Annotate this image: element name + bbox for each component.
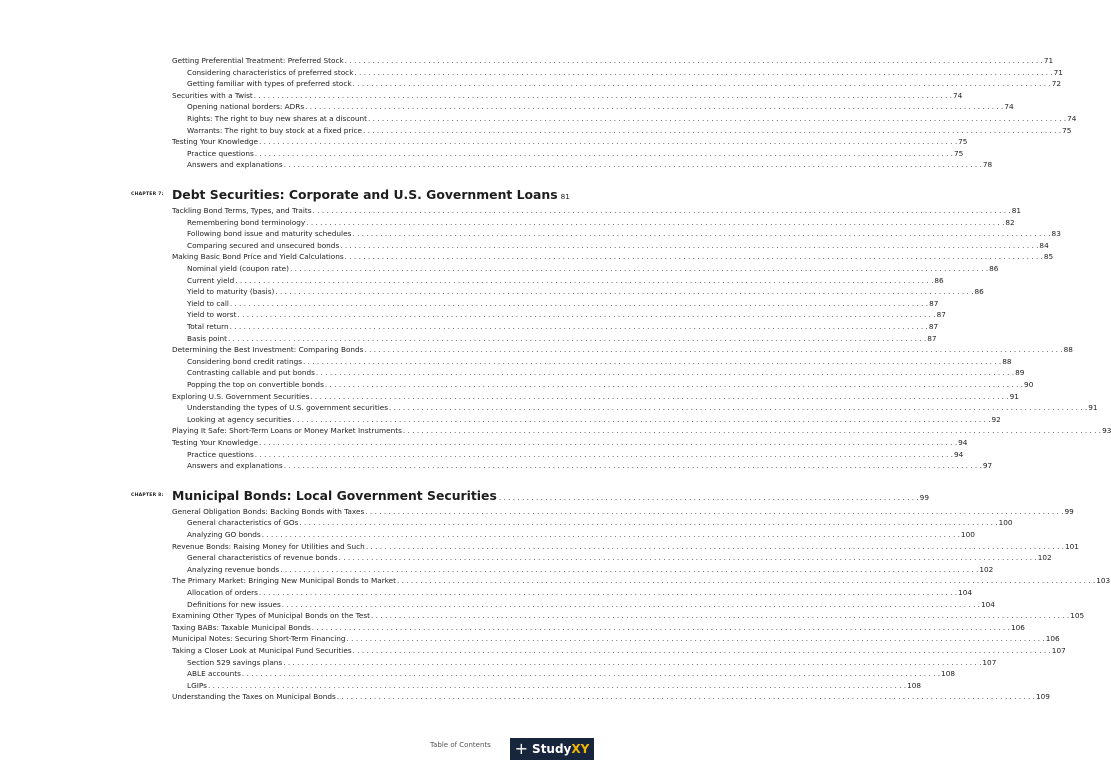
page-number: 74 — [1004, 102, 1014, 112]
toc-section-entry[interactable] — [172, 633, 1060, 644]
page-number: 102 — [1037, 553, 1052, 563]
leader-dots — [353, 78, 1051, 89]
page-number: 75 — [1062, 125, 1072, 135]
page-number: 87 — [928, 322, 939, 331]
page-number: 91 — [1009, 391, 1019, 401]
toc-subsection-entry[interactable] — [187, 517, 1013, 528]
page-number: 72 — [1051, 79, 1062, 89]
page-number: 109 — [1035, 692, 1050, 702]
entry-title: Popping the top on convertible bonds — [187, 380, 324, 389]
page-number: 94 — [953, 449, 964, 459]
entry-title: Contrasting callable and put bonds — [187, 368, 315, 378]
toc-subsection-entry[interactable] — [187, 460, 993, 471]
page-number: 81 — [1011, 206, 1022, 215]
leader-dots — [312, 622, 1010, 633]
entry-title: Taking a Closer Look at Municipal Fund Securities — [172, 646, 352, 655]
leader-dots — [313, 205, 1011, 216]
leader-dots — [310, 391, 1008, 402]
toc-subsection-entry[interactable] — [187, 587, 973, 598]
page-number: 86 — [989, 264, 999, 273]
page-number: 104 — [980, 599, 995, 609]
entry-title: Tackling Bond Terms, Types, and Traits — [172, 206, 312, 215]
entry-title: Considering characteristics of preferred stock — [187, 67, 354, 77]
page-number: 99 — [919, 492, 929, 502]
toc-subsection-entry[interactable] — [187, 599, 995, 610]
page-number: 92 — [991, 414, 1001, 424]
chapter-label: CHAPTER 7: — [131, 192, 164, 197]
leader-dots — [365, 506, 1063, 517]
page-number: 75 — [958, 137, 968, 147]
page-number: 85 — [1043, 252, 1054, 262]
toc-subsection-entry[interactable] — [187, 101, 1014, 112]
footer-table-of-contents-label: Table of Contents — [430, 741, 491, 749]
entry-title: ABLE accounts — [187, 669, 241, 679]
chapter-heading[interactable] — [172, 487, 929, 504]
toc-section-entry[interactable] — [172, 691, 1050, 702]
page-number: 100 — [960, 530, 975, 539]
leader-dots — [262, 529, 960, 540]
toc-section-entry[interactable] — [172, 55, 1054, 66]
entry-title: Testing Your Knowledge — [172, 137, 258, 147]
page-number: 84 — [1039, 240, 1049, 250]
toc-subsection-entry[interactable] — [187, 67, 1063, 78]
leader-dots — [325, 379, 1023, 390]
chapter-title: Debt Securities: Corporate and U.S. Government Loans — [172, 187, 558, 202]
leader-dots — [230, 298, 928, 309]
page-number: 87 — [927, 333, 937, 343]
toc-subsection-entry[interactable] — [187, 367, 1025, 378]
page-number: 104 — [958, 588, 973, 597]
page-number: 103 — [1096, 576, 1111, 586]
page-number: 91 — [1088, 403, 1098, 413]
page-number: 105 — [1070, 611, 1085, 621]
entry-title: The Primary Market: Bringing New Municipal Bonds to Market — [172, 576, 397, 586]
toc-subsection-entry[interactable] — [187, 356, 1012, 367]
toc-subsection-entry[interactable] — [187, 529, 975, 540]
toc-section-entry[interactable] — [172, 645, 1066, 656]
toc-section-entry[interactable] — [172, 391, 1019, 402]
toc-section-entry[interactable] — [172, 622, 1025, 633]
entry-title: Securities with a Twist — [172, 90, 253, 100]
toc-subsection-entry[interactable] — [187, 449, 964, 460]
toc-subsection-entry[interactable] — [187, 148, 964, 159]
leader-dots — [306, 217, 1004, 228]
entry-title: Rights: The right to buy new shares at a discount — [187, 114, 367, 123]
leader-dots — [371, 610, 1069, 621]
page-number: 107 — [1051, 646, 1066, 655]
toc-section-entry[interactable] — [172, 506, 1074, 517]
toc-subsection-entry[interactable] — [187, 78, 1062, 89]
page-number: 83 — [1051, 229, 1061, 239]
leader-dots — [364, 344, 1062, 355]
toc-section-entry[interactable] — [172, 437, 968, 448]
leader-dots — [290, 263, 988, 274]
entry-title: Answers and explanations — [187, 461, 283, 471]
leader-dots — [340, 240, 1038, 251]
leader-dots — [284, 159, 982, 170]
page-number: 86 — [974, 287, 984, 297]
leader-dots — [237, 309, 935, 320]
leader-dots — [397, 575, 1095, 586]
entry-title: Understanding the types of U.S. government securities — [187, 403, 389, 413]
toc-subsection-entry[interactable] — [187, 564, 994, 575]
leader-dots — [259, 587, 957, 598]
page-number: 86 — [934, 275, 944, 285]
page-number: 97 — [982, 461, 993, 471]
page-number: 100 — [998, 518, 1013, 528]
page-number: 99 — [1064, 506, 1074, 516]
chapter-title: Municipal Bonds: Local Government Securities — [172, 487, 497, 503]
page-number: 87 — [936, 310, 946, 320]
toc-section-entry[interactable] — [172, 205, 1022, 216]
toc-subsection-entry[interactable] — [187, 217, 1015, 228]
toc-section-entry[interactable] — [172, 610, 1085, 621]
page-number: 102 — [979, 564, 994, 574]
leader-dots — [235, 275, 933, 286]
leader-dots — [208, 680, 906, 691]
page-number: 74 — [1067, 114, 1077, 123]
toc-subsection-entry[interactable] — [187, 286, 984, 297]
leader-dots — [366, 541, 1064, 552]
page-number: 82 — [1005, 217, 1015, 227]
entry-title: Testing Your Knowledge — [172, 438, 258, 447]
page-number: 78 — [982, 160, 993, 170]
entry-title: Yield to maturity (basis) — [187, 287, 275, 297]
chapter-heading[interactable] — [172, 187, 570, 203]
toc-section-entry[interactable] — [172, 575, 1111, 586]
entry-title: Examining Other Types of Municipal Bonds on the Test — [172, 611, 371, 621]
page-number: 106 — [1010, 622, 1025, 632]
page-number: 89 — [1015, 368, 1025, 378]
entry-title: Getting familiar with types of preferred stock — [187, 79, 352, 89]
toc-subsection-entry[interactable] — [187, 159, 993, 170]
entry-title: LGIPs — [187, 680, 207, 690]
entry-title: Nominal yield (coupon rate) — [187, 264, 289, 273]
leader-dots — [230, 321, 928, 332]
leader-dots — [305, 101, 1003, 112]
leader-dots — [368, 113, 1066, 124]
toc-subsection-entry[interactable] — [187, 228, 1061, 239]
leader-dots — [363, 125, 1061, 136]
chapter-label: CHAPTER 8: — [131, 492, 164, 498]
page-number: 87 — [929, 298, 939, 308]
toc-subsection-entry[interactable] — [187, 333, 937, 344]
page-number: 108 — [907, 680, 922, 690]
page-number: 71 — [1053, 67, 1063, 77]
entry-title: Definitions for new issues — [187, 599, 281, 609]
entry-title: Current yield — [187, 275, 235, 285]
toc-subsection-entry[interactable] — [187, 275, 944, 286]
entry-title: Yield to worst — [187, 310, 237, 320]
entry-title: Total return — [187, 322, 229, 331]
page-number: 107 — [982, 657, 997, 667]
toc-subsection-entry[interactable] — [187, 263, 999, 274]
leader-dots — [242, 668, 940, 679]
leader-dots — [339, 552, 1037, 563]
leader-dots — [316, 367, 1014, 378]
entry-title: General characteristics of revenue bonds — [187, 553, 338, 563]
leader-dots — [353, 645, 1051, 656]
page-number: 71 — [1043, 56, 1054, 65]
leader-dots — [403, 425, 1101, 436]
entry-title: Analyzing revenue bonds — [187, 564, 280, 574]
page-number: 106 — [1045, 634, 1060, 644]
leader-dots — [255, 449, 953, 460]
leader-dots — [254, 90, 952, 101]
entry-title: Municipal Notes: Securing Short-Term Financing — [172, 634, 346, 644]
entry-title: Allocation of orders — [187, 588, 258, 597]
entry-title: Yield to call — [187, 298, 229, 308]
entry-title: Practice questions — [187, 449, 254, 459]
entry-title: Section 529 savings plans — [187, 657, 283, 667]
brand-name: Study — [532, 742, 572, 756]
leader-dots — [354, 67, 1052, 78]
leader-dots — [499, 493, 919, 502]
entry-title: Revenue Bonds: Raising Money for Utilities and Such — [172, 541, 365, 551]
entry-title: Playing It Safe: Short-Term Loans or Money Market Instruments — [172, 426, 402, 436]
leader-dots — [259, 136, 957, 147]
leader-dots — [292, 414, 990, 425]
leader-dots — [275, 286, 973, 297]
toc-subsection-entry[interactable] — [187, 240, 1049, 251]
leader-dots — [280, 564, 978, 575]
entry-title: Understanding the Taxes on Municipal Bonds — [172, 692, 336, 702]
entry-title: Practice questions — [187, 148, 254, 158]
toc-subsection-entry[interactable] — [187, 113, 1077, 124]
page-number: 93 — [1102, 426, 1111, 436]
page-number: 88 — [1002, 356, 1012, 366]
entry-title: General Obligation Bonds: Backing Bonds with Taxes — [172, 506, 365, 516]
toc-section-entry[interactable] — [172, 541, 1079, 552]
toc-subsection-entry[interactable] — [187, 402, 1098, 413]
toc-section-entry[interactable] — [172, 425, 1111, 436]
page-number: 74 — [952, 90, 963, 100]
leader-dots — [389, 402, 1087, 413]
toc-subsection-entry[interactable] — [187, 379, 1034, 390]
entry-title: General characteristics of GOs — [187, 518, 299, 528]
page-number: 88 — [1063, 345, 1073, 355]
entry-title: Answers and explanations — [187, 160, 283, 170]
leader-dots — [303, 356, 1001, 367]
toc-section-entry[interactable] — [172, 90, 963, 101]
entry-title: Opening national borders: ADRs — [187, 102, 305, 112]
leader-dots — [299, 517, 997, 528]
leader-dots — [345, 251, 1043, 262]
toc-subsection-entry[interactable] — [187, 414, 1001, 425]
entry-title: Exploring U.S. Government Securities — [172, 391, 310, 401]
leader-dots — [228, 333, 926, 344]
page-number: 108 — [941, 669, 955, 679]
page-number: 94 — [958, 438, 968, 447]
leader-dots — [345, 55, 1043, 66]
page-number: 81 — [560, 192, 570, 201]
page-number: 90 — [1024, 380, 1034, 389]
toc-section-entry[interactable] — [172, 136, 968, 147]
page-number: 101 — [1064, 541, 1079, 551]
entry-title: Making Basic Bond Price and Yield Calculations — [172, 252, 344, 262]
entry-title: Analyzing GO bonds — [187, 530, 261, 539]
entry-title: Considering bond credit ratings — [187, 356, 303, 366]
toc-subsection-entry[interactable] — [187, 321, 939, 332]
leader-dots — [284, 460, 982, 471]
leader-dots — [255, 148, 953, 159]
page-number: 75 — [953, 148, 964, 158]
entry-title: Remembering bond terminology — [187, 217, 306, 227]
entry-title: Taxing BABs: Taxable Municipal Bonds — [172, 622, 311, 632]
toc-subsection-entry[interactable] — [187, 298, 939, 309]
toc-subsection-entry[interactable] — [187, 680, 922, 691]
toc-section-entry[interactable] — [172, 344, 1073, 355]
toc-subsection-entry[interactable] — [187, 125, 1072, 136]
toc-subsection-entry[interactable] — [187, 668, 955, 679]
plus-icon: + — [514, 739, 529, 758]
toc-subsection-entry[interactable] — [187, 657, 997, 668]
leader-dots — [282, 599, 980, 610]
entry-title: Looking at agency securities — [187, 414, 292, 424]
entry-title: Comparing secured and unsecured bonds — [187, 240, 340, 250]
entry-title: Getting Preferential Treatment: Preferred Stock — [172, 56, 344, 65]
studyxy-logo — [510, 738, 594, 760]
leader-dots — [337, 691, 1035, 702]
entry-title: Basis point — [187, 333, 228, 343]
toc-section-entry[interactable] — [172, 251, 1054, 262]
entry-title: Following bond issue and maturity schedules — [187, 229, 352, 239]
leader-dots — [259, 437, 957, 448]
leader-dots — [352, 228, 1050, 239]
leader-dots — [283, 657, 981, 668]
toc-subsection-entry[interactable] — [187, 309, 946, 320]
entry-title: Warrants: The right to buy stock at a fixed price — [187, 125, 362, 135]
leader-dots — [347, 633, 1045, 644]
toc-subsection-entry[interactable] — [187, 552, 1052, 563]
brand-accent: XY — [571, 742, 590, 756]
entry-title: Determining the Best Investment: Comparing Bonds — [172, 345, 364, 355]
